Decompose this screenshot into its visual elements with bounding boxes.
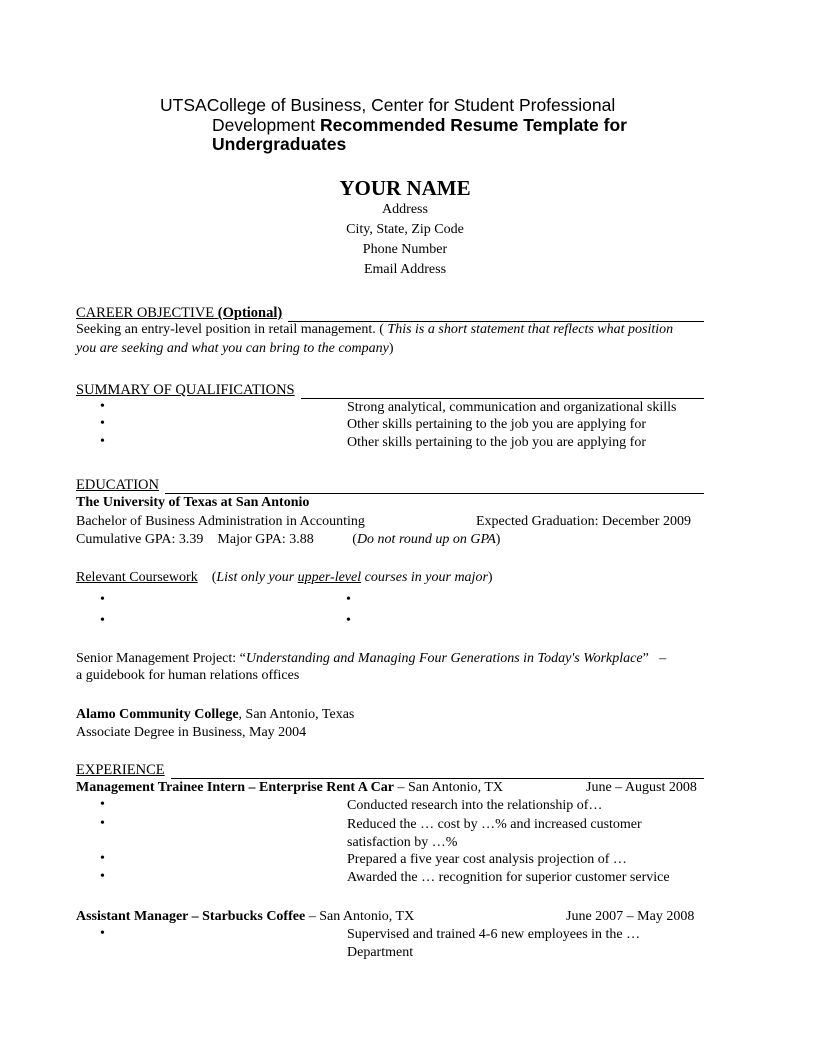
job-bullet: Conducted research into the relationship of…	[347, 798, 603, 813]
header-line-1	[160, 96, 627, 116]
bullet: •	[100, 399, 105, 414]
bullet: •	[100, 816, 105, 831]
job-bullet: Supervised and trained 4-6 new employees in the …	[347, 927, 641, 942]
section-career-objective	[76, 303, 704, 322]
contact-phone: Phone Number	[362, 242, 448, 257]
section-heading: EXPERIENCE	[76, 761, 171, 779]
job-dates: June 2007 – May 2008	[566, 909, 695, 924]
contact-email: Email Address	[363, 262, 447, 277]
degree: Bachelor of Business Administration in Accounting	[76, 514, 365, 529]
job-bullet-continued: Department	[347, 945, 414, 960]
document-header	[160, 96, 627, 155]
school-name: The University of Texas at San Antonio	[76, 495, 310, 510]
header-utsa: UTSA	[160, 95, 207, 115]
header-line-2-plain: Development	[212, 114, 316, 135]
job-bullet: Awarded the … recognition for superior customer service	[347, 870, 670, 885]
bullet: •	[100, 613, 105, 628]
header-line-3	[160, 135, 627, 155]
resume-name: YOUR NAME	[339, 176, 471, 200]
header-line-2	[160, 116, 627, 136]
section-heading: SUMMARY OF QUALIFICATIONS	[76, 381, 301, 399]
bullet: •	[100, 797, 105, 812]
section-education	[76, 475, 704, 494]
school-2: Alamo Community College, San Antonio, Texas	[76, 707, 355, 722]
bullet: •	[346, 592, 351, 607]
qualification-item: Other skills pertaining to the job you are applying for	[347, 435, 646, 450]
job-bullet: Prepared a five year cost analysis projection of …	[347, 852, 627, 867]
section-experience	[76, 760, 704, 779]
coursework-label: Relevant Coursework	[76, 570, 198, 585]
header-line-3-bold: Undergraduates	[212, 134, 347, 154]
job-dates: June – August 2008	[586, 780, 697, 795]
graduation-date: Expected Graduation: December 2009	[476, 514, 691, 529]
job-title: Assistant Manager – Starbucks Coffee – San Antonio, TX	[76, 909, 415, 924]
bullet: •	[100, 416, 105, 431]
bullet: •	[100, 869, 105, 884]
job-bullet-continued: satisfaction by …%	[347, 835, 458, 850]
section-qualifications	[76, 380, 704, 399]
senior-project: Senior Management Project: “Understanding and Managing Four Generations in Today's Workplace” –	[76, 651, 667, 666]
qualification-item: Other skills pertaining to the job you are applying for	[347, 417, 646, 432]
bullet: •	[100, 592, 105, 607]
objective-line-1: Seeking an entry-level position in retail management. ( This is a short statement that reflects what position	[76, 322, 674, 337]
contact-address: Address	[382, 202, 428, 217]
bullet: •	[100, 926, 105, 941]
coursework-line: Relevant Coursework (List only your upper-level courses in your major)	[76, 570, 493, 585]
bullet: •	[100, 434, 105, 449]
section-heading: CAREER OBJECTIVE (Optional)	[76, 304, 288, 322]
job-bullet: Reduced the … cost by …% and increased customer	[347, 817, 642, 832]
degree-2: Associate Degree in Business, May 2004	[76, 725, 307, 740]
header-line-2-bold: Recommended Resume Template for	[320, 114, 627, 135]
qualification-item: Strong analytical, communication and organizational skills	[347, 400, 677, 415]
gpa: Cumulative GPA: 3.39 Major GPA: 3.88 (Do not round up on GPA)	[76, 532, 501, 547]
section-heading: EDUCATION	[76, 476, 165, 494]
bullet: •	[100, 851, 105, 866]
contact-city: City, State, Zip Code	[346, 222, 464, 237]
header-line-1-text: College of Business, Center for Student Professional	[206, 95, 616, 115]
bullet: •	[346, 613, 351, 628]
job-title: Management Trainee Intern – Enterprise Rent A Car – San Antonio, TX	[76, 780, 503, 795]
senior-project-line-2: a guidebook for human relations offices	[76, 668, 300, 683]
objective-line-2: you are seeking and what you can bring to the company)	[76, 341, 394, 356]
